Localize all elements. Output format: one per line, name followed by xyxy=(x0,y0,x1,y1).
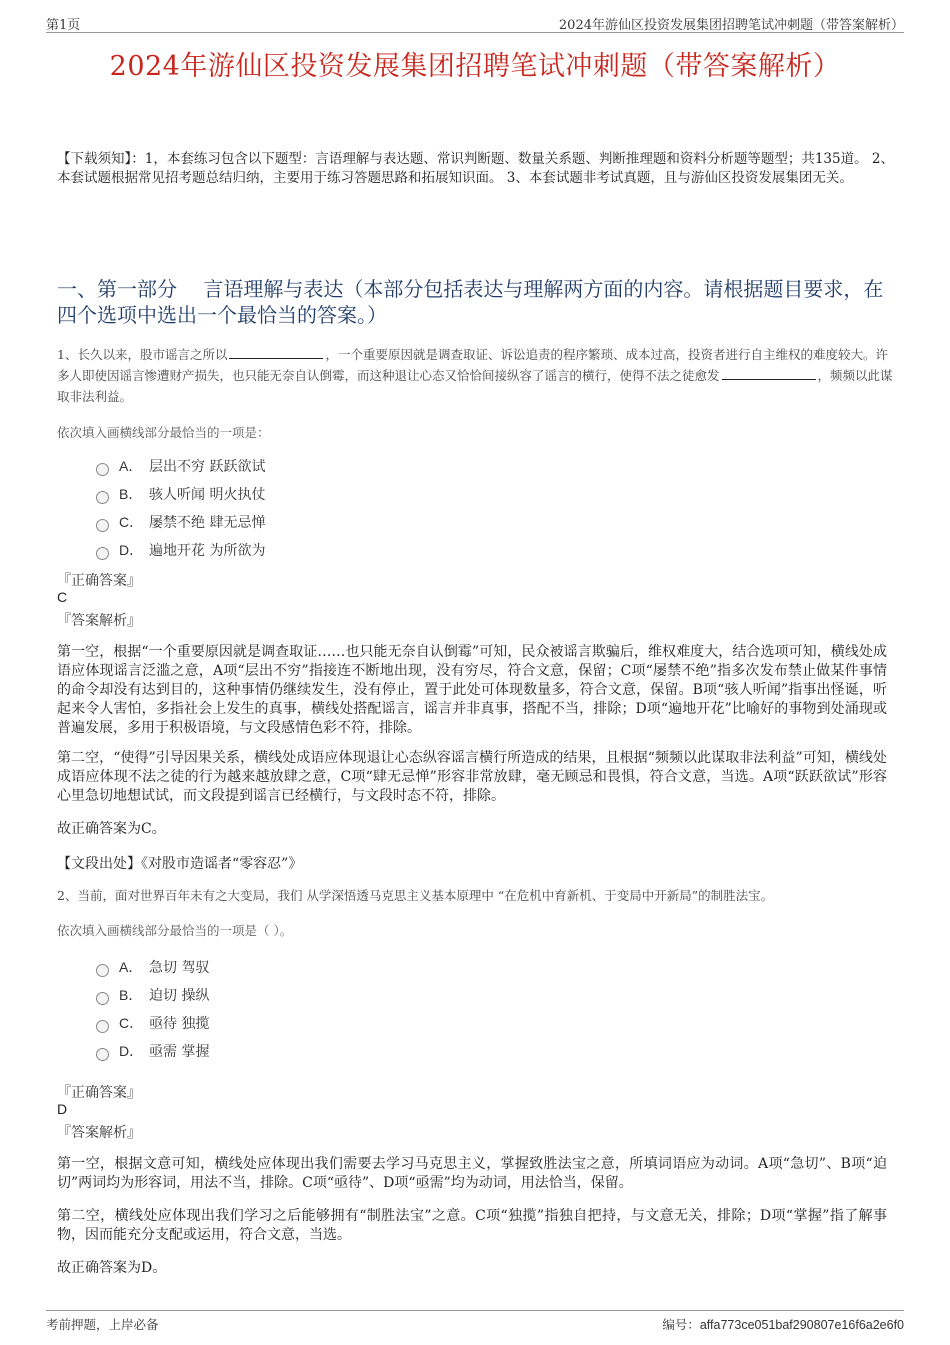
analysis-conclusion: 故正确答案为C。 xyxy=(57,821,166,837)
option-c[interactable]: C． 屡禁不绝 肆无忌惮 xyxy=(96,508,265,536)
download-notice: 【下载须知】：1，本套练习包含以下题型：言语理解与表达题、常识判断题、数量关系题、判断推理题和资料分析题等题型；共135道。 2、本套试题根据常见招考题总结归纳，主要用于练习答题思路和拓展知识面。 3、本套试题非考试真题，且与游仙区投资发展集团无关。 xyxy=(57,151,894,186)
radio-icon[interactable] xyxy=(96,547,109,560)
source-citation: 【文段出处】《对股市造谣者“零容忍”》 xyxy=(57,856,303,872)
analysis-label: 『答案解析』 xyxy=(57,1125,141,1141)
option-b[interactable]: B． 迫切 操纵 xyxy=(96,981,209,1009)
analysis-conclusion: 故正确答案为D。 xyxy=(57,1260,167,1276)
question-1-text: 1、长久以来，股市谣言之所以 ，一个重要原因就是调查取证、诉讼追责的程序繁琐、成本过高，投资者进行自主维权的难度较大。许多人即使因谣言惨遭财产损失，也只能无奈自认倒霉，而这种退让心态又恰恰间接纵容了谣言的横行，使得不法之徒愈发 ，频频以此谋取非法利益。 xyxy=(57,344,893,407)
option-c[interactable]: C． 亟待 独揽 xyxy=(96,1009,209,1037)
radio-icon[interactable] xyxy=(96,519,109,532)
analysis-paragraph: 第一空，根据文意可知，横线处应体现出我们需要去学习马克思主义，掌握致胜法宝之意，所填词语应为动词。A项“急切”、B项“迫切”两词均为形容词，用法不当，排除。C项“亟待”、D项“亟需”均为动词，用法恰当，保留。 xyxy=(57,1156,887,1191)
option-a[interactable]: A． 层出不穷 跃跃欲试 xyxy=(96,452,265,480)
fill-blank xyxy=(722,365,816,380)
analysis-label: 『答案解析』 xyxy=(57,613,141,629)
answer-value: C xyxy=(57,589,68,605)
analysis-paragraph: 第二空，“使得”引导因果关系，横线处成语应体现退让心态纵容谣言横行所造成的结果，且根据“频频以此谋取非法利益”可知，横线处成语应体现不法之徒的行为越来越放肆之意，C项“肆无忌惮”形容非常放肆，毫无顾忌和畏惧，符合文意，当选。A项“跃跃欲试”形容心里急切地想试试，而文段提到谣言已经横行，与文段时态不符，排除。 xyxy=(57,750,887,804)
page-title: 2024年游仙区投资发展集团招聘笔试冲刺题（带答案解析） xyxy=(109,51,841,82)
header-doc-title: 2024年游仙区投资发展集团招聘笔试冲刺题（带答案解析） xyxy=(558,18,904,33)
radio-icon[interactable] xyxy=(96,992,109,1005)
footer-slogan: 考前押题，上岸必备 xyxy=(46,1317,159,1332)
page-header xyxy=(46,10,904,33)
option-b[interactable]: B． 骇人听闻 明火执仗 xyxy=(96,480,265,508)
question-1-prompt: 依次填入画横线部分最恰当的一项是： xyxy=(57,425,270,440)
option-d[interactable]: D． 遍地开花 为所欲为 xyxy=(96,536,265,564)
radio-icon[interactable] xyxy=(96,491,109,504)
radio-icon[interactable] xyxy=(96,1048,109,1061)
radio-icon[interactable] xyxy=(96,463,109,476)
page-footer xyxy=(46,1310,904,1332)
analysis-paragraph: 第一空，根据“一个重要原因就是调查取证……也只能无奈自认倒霉”可知，民众被谣言欺骗后，维权难度大，结合选项可知，横线处成语应体现谣言泛滥之意，A项“层出不穷”指接连不断地出现，没有穷尽，符合文意，保留；C项“屡禁不绝”指多次发布禁止做某件事情的命令却没有达到目的，这种事情仍继续发生，没有停止，置于此处可体现数量多，符合文意，保留。B项“骇人听闻”指事出怪诞，听起来令人害怕，多指社会上发生的真事，横线处搭配谣言，谣言并非真事，搭配不当，排除；D项“遍地开花”比喻好的事物到处涌现或普遍发展，多用于积极语境，与文段感情色彩不符，排除。 xyxy=(57,644,887,736)
footer-id: 编号：affa773ce051baf290807e16f6a2e6f0 xyxy=(662,1317,904,1332)
question-2-options xyxy=(96,953,209,1065)
section-heading: 一、第一部分 言语理解与表达（本部分包括表达与理解两方面的内容。请根据题目要求，在四个选项中选出一个最恰当的答案。） xyxy=(57,277,884,327)
page-number: 第1页 xyxy=(46,18,81,33)
answer-label: 『正确答案』 xyxy=(57,1085,141,1101)
radio-icon[interactable] xyxy=(96,964,109,977)
fill-blank xyxy=(229,344,323,359)
radio-icon[interactable] xyxy=(96,1020,109,1033)
option-d[interactable]: D． 亟需 掌握 xyxy=(96,1037,209,1065)
option-a[interactable]: A． 急切 驾驭 xyxy=(96,953,209,981)
question-1-options xyxy=(96,452,265,564)
question-2-text: 2、当前，面对世界百年未有之大变局，我们 从学深悟透马克思主义基本原理中 “在危机中育新机、于变局中开新局”的制胜法宝。 xyxy=(57,888,774,903)
answer-value: D xyxy=(57,1101,68,1117)
answer-label: 『正确答案』 xyxy=(57,573,141,589)
analysis-paragraph: 第二空，横线处应体现出我们学习之后能够拥有“制胜法宝”之意。C项“独揽”指独自把持，与文意无关，排除；D项“掌握”指了解事物，因而能充分支配或运用，符合文意，当选。 xyxy=(57,1208,887,1243)
question-2-prompt: 依次填入画横线部分最恰当的一项是（ ）。 xyxy=(57,923,293,938)
